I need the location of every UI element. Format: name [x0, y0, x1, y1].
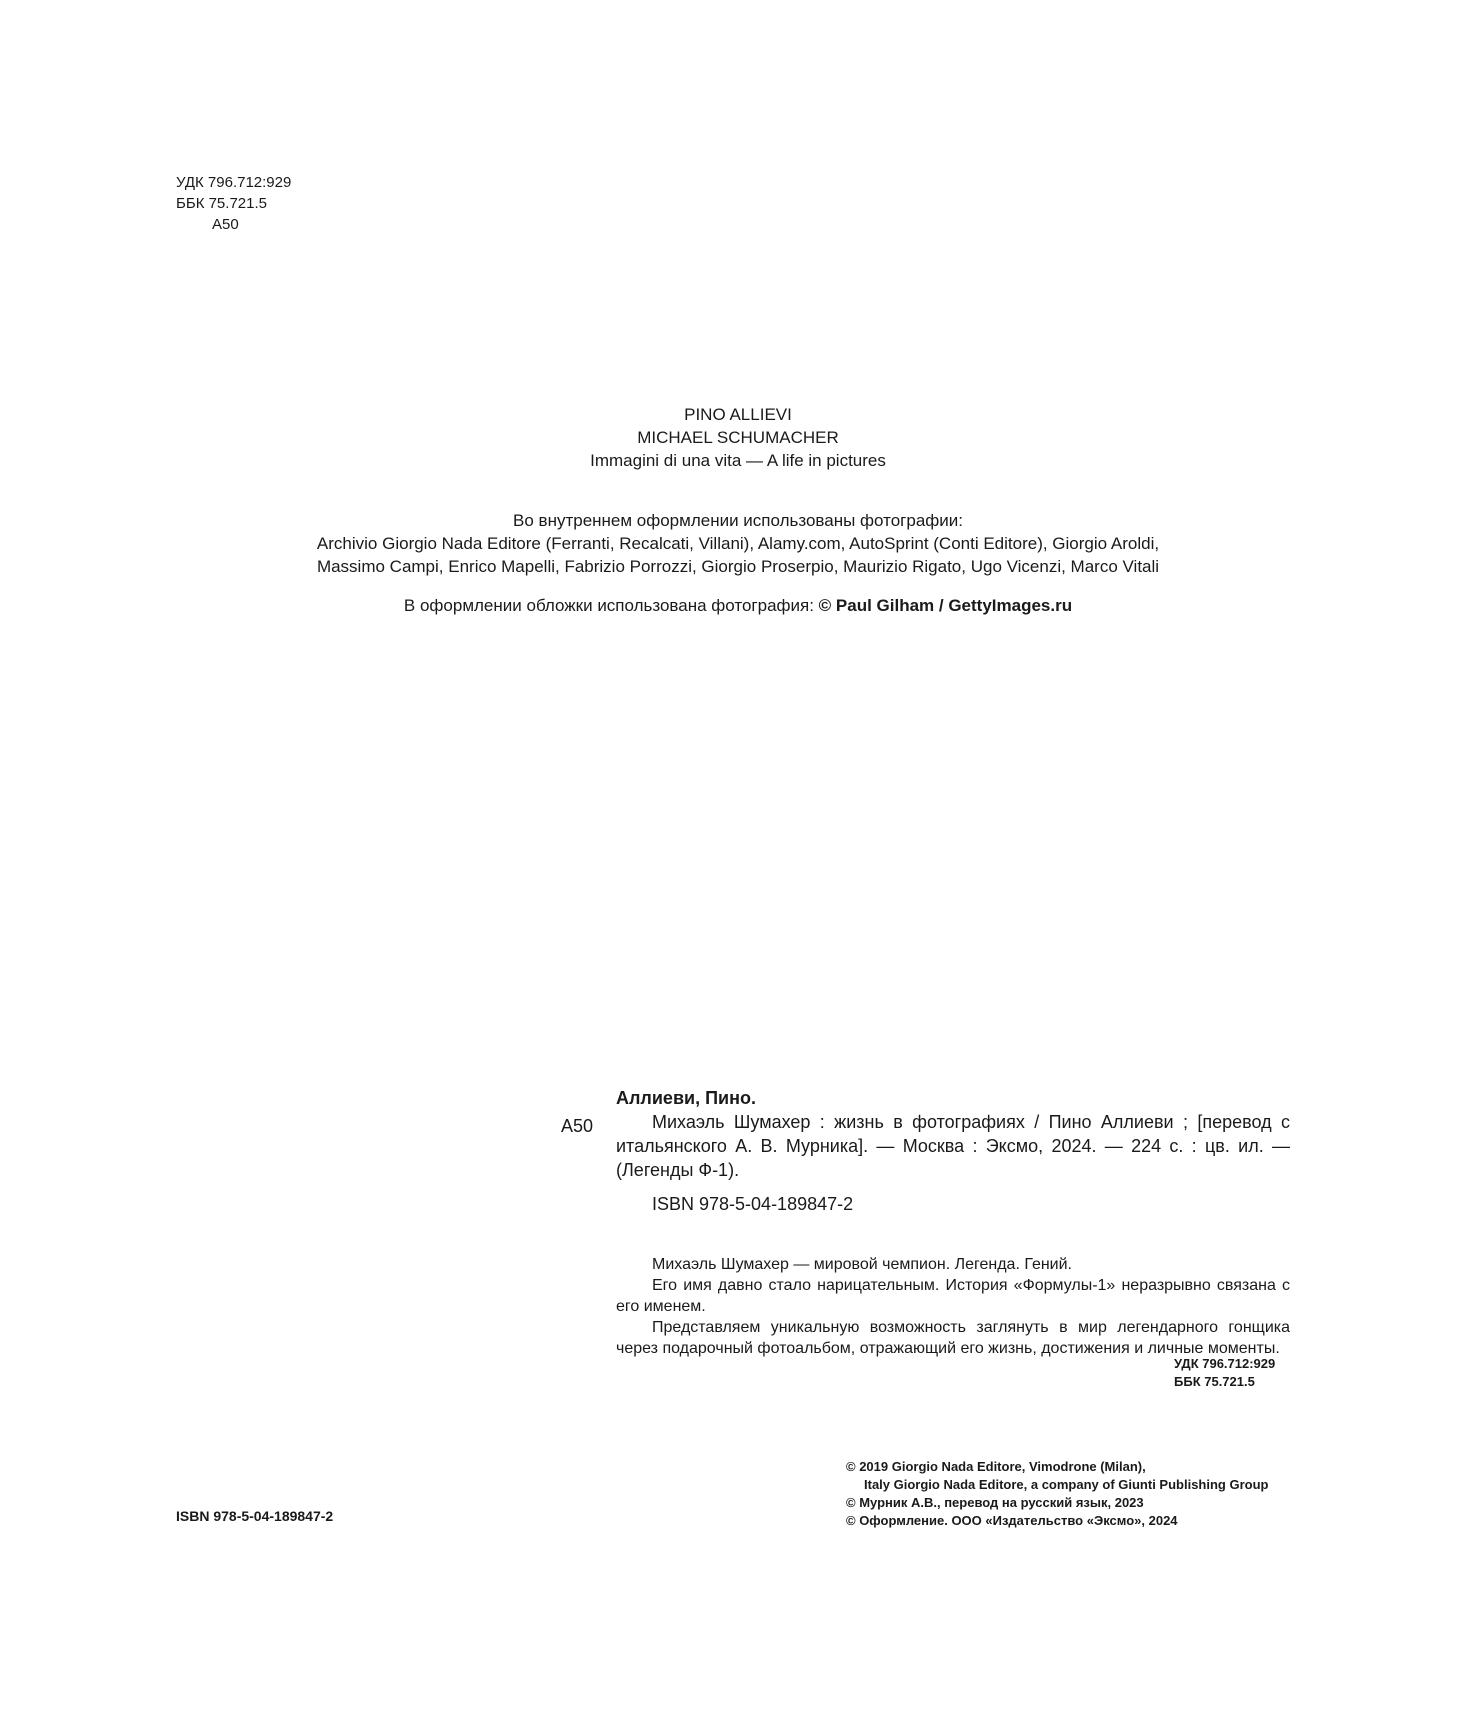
- original-author: PINO ALLIEVI: [684, 405, 792, 424]
- copyright-line: © 2019 Giorgio Nada Editore, Vimodrone (Milan),: [846, 1459, 1146, 1474]
- classification-top: [176, 172, 291, 235]
- bbk-code: ББК 75.721.5: [176, 195, 267, 212]
- copyright-line: © Мурник А.В., перевод на русский язык, 2023: [846, 1495, 1144, 1510]
- cover-credit: [0, 594, 1476, 617]
- author-mark: А50: [212, 216, 239, 233]
- annotation-paragraph: Михаэль Шумахер — мировой чемпион. Легенда. Гений.: [652, 1256, 1072, 1273]
- bbk-code: ББК 75.721.5: [1174, 1374, 1255, 1389]
- classification-bottom: [1174, 1355, 1275, 1391]
- biblio-code: А50: [561, 1116, 594, 1136]
- cover-credit-text: В оформлении обложки использована фотография:: [403, 596, 819, 615]
- annotation-paragraph: Представляем уникальную возможность заглянуть в мир легендарного гонщика через подарочный фотоальбом, отражающий его жизнь, достижения и личные моменты.: [616, 1319, 1290, 1357]
- udk-code: УДК 796.712:929: [176, 174, 292, 191]
- biblio-author: Аллиеви, Пино.: [616, 1088, 756, 1108]
- isbn: ISBN 978-5-04-189847-2: [176, 1508, 334, 1524]
- udk-code: УДК 796.712:929: [1174, 1356, 1276, 1371]
- cover-credit-source: © Paul Gilham / GettyImages.ru: [818, 596, 1073, 615]
- copyright-line: Italy Giorgio Nada Editore, a company of Giunti Publishing Group: [864, 1477, 1269, 1492]
- photo-credits-line: Massimo Campi, Enrico Mapelli, Fabrizio Porrozzi, Giorgio Proserpio, Maurizio Rigato, Ugo Vicenzi, Marco Vitali: [316, 557, 1160, 576]
- biblio-record: [616, 1086, 1290, 1216]
- annotation-paragraph: Его имя давно стало нарицательным. История «Формулы-1» неразрывно связана с его именем.: [616, 1277, 1290, 1315]
- biblio-isbn: ISBN 978-5-04-189847-2: [652, 1194, 854, 1214]
- biblio-description: Михаэль Шумахер : жизнь в фотографиях / Пино Аллиеви ; [перевод с итальянского А. В. Мурника]. — Москва : Эксмо, 2024. — 224 с. : цв. ил. — (Легенды Ф-1).: [616, 1112, 1290, 1180]
- annotation: [616, 1254, 1290, 1359]
- photo-credits-line: Archivio Giorgio Nada Editore (Ferranti, Recalcati, Villani), Alamy.com, AutoSprint (Conti Editore), Giorgio Aroldi,: [316, 534, 1160, 553]
- photo-credits: [0, 509, 1476, 578]
- copyright-line: © Оформление. ООО «Издательство «Эксмо», 2024: [846, 1513, 1178, 1528]
- original-title: MICHAEL SCHUMACHER: [637, 428, 839, 447]
- copyrights: [846, 1458, 1268, 1530]
- original-edition: [0, 403, 1476, 472]
- photo-credits-heading: Во внутреннем оформлении использованы фотографии:: [513, 511, 963, 530]
- original-subtitle: Immagini di una vita — A life in pictures: [590, 451, 886, 470]
